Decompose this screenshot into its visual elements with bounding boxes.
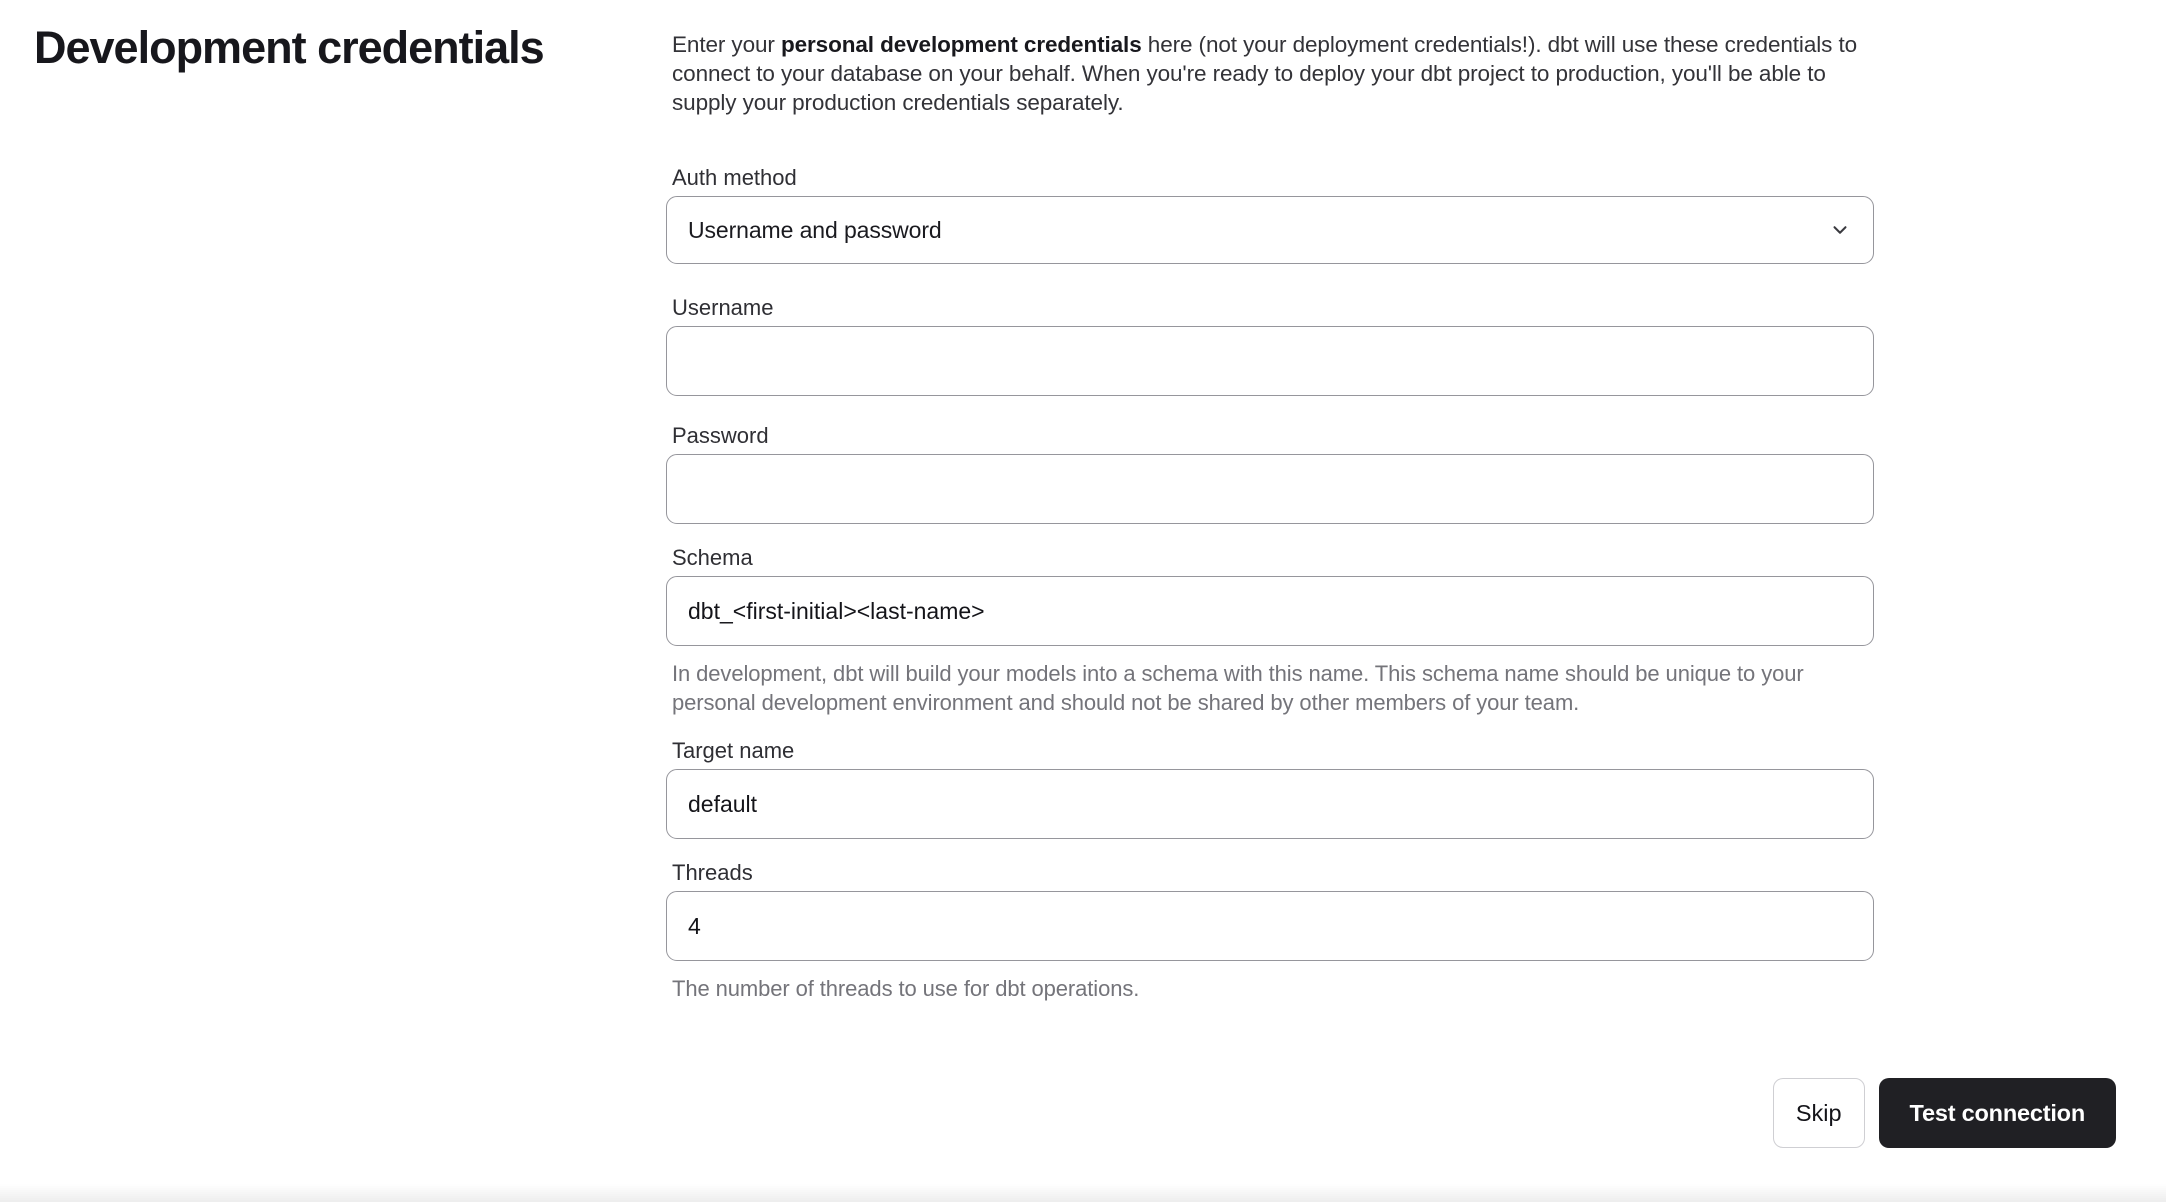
username-field xyxy=(666,294,1874,396)
test-connection-button[interactable]: Test connection xyxy=(1879,1078,2116,1148)
threads-input[interactable] xyxy=(666,891,1874,961)
target-name-input[interactable] xyxy=(666,769,1874,839)
target-name-label: Target name xyxy=(672,738,795,763)
schema-label: Schema xyxy=(672,545,753,570)
description-pre: Enter your xyxy=(672,32,781,57)
target-name-field xyxy=(666,737,1874,839)
password-label: Password xyxy=(672,423,769,448)
bottom-shade-divider xyxy=(0,1184,2166,1202)
schema-field xyxy=(666,544,1874,717)
schema-help-text: In development, dbt will build your models into a schema with this name. This schema name should be unique to your personal development environment and should not be shared by other members of your team. xyxy=(672,661,1804,715)
description-post: here (not your deployment credentials!). dbt will use these credentials to connect to your database on your behalf. When you're ready to deploy your dbt project to production, you'll be able to supply your production credentials separately. xyxy=(672,32,1858,115)
description-text xyxy=(672,30,1874,117)
chevron-down-icon xyxy=(1829,219,1851,241)
page-title: Development credentials xyxy=(34,22,544,73)
auth-method-selected-value: Username and password xyxy=(688,216,942,243)
password-input[interactable] xyxy=(666,454,1874,524)
threads-label: Threads xyxy=(672,860,753,885)
skip-button[interactable]: Skip xyxy=(1773,1078,1865,1148)
description-bold: personal development credentials xyxy=(780,32,1142,57)
threads-field xyxy=(666,859,1874,1003)
auth-method-field xyxy=(666,164,1874,264)
credentials-form xyxy=(666,0,1874,1003)
threads-help-text: The number of threads to use for dbt operations. xyxy=(672,976,1140,1001)
username-label: Username xyxy=(672,295,774,320)
auth-method-select[interactable] xyxy=(666,196,1874,264)
username-input[interactable] xyxy=(666,326,1874,396)
schema-input[interactable] xyxy=(666,576,1874,646)
auth-method-label: Auth method xyxy=(672,165,797,190)
password-field xyxy=(666,422,1874,524)
footer-actions xyxy=(1773,1078,2116,1148)
